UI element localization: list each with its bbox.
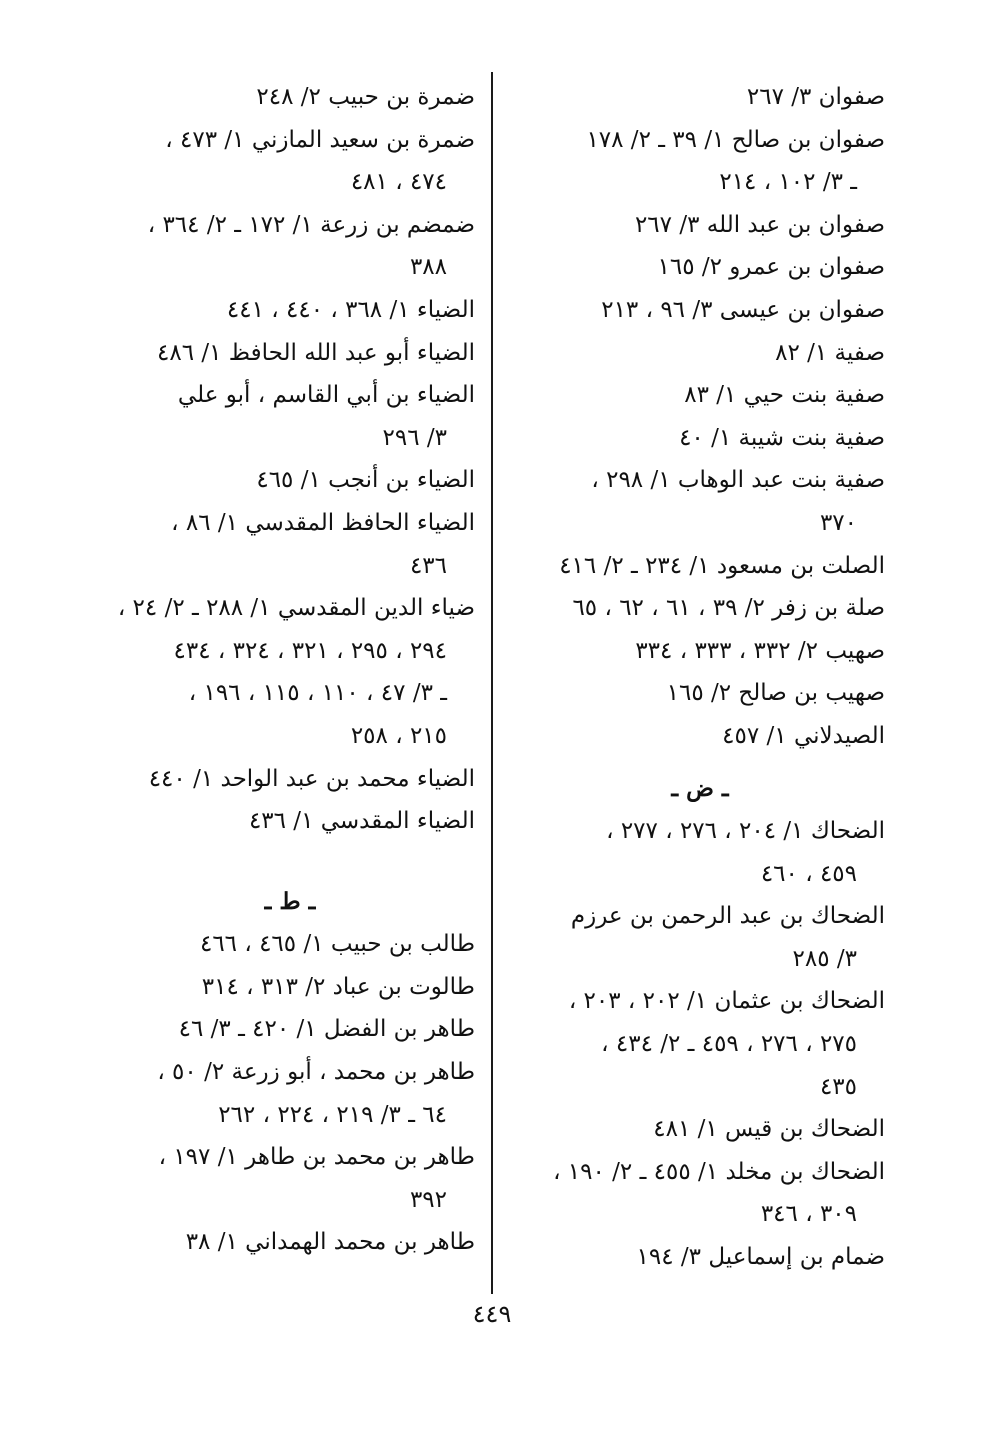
index-entry: صلة بن زفر ٢/ ٣٩ ، ٦١ ، ٦٢ ، ٦٥ [572, 595, 885, 622]
index-entry: الضحاك بن قيس ١/ ٤٨١ [653, 1116, 885, 1143]
index-entry-continuation: ٣٠٩ ، ٣٤٦ [760, 1201, 857, 1228]
index-entry: الضياء أبو عبد الله الحافظ ١/ ٤٨٦ [157, 339, 475, 366]
index-entry: صفوان ٣/ ٢٦٧ [746, 84, 885, 110]
index-entry: الصلت بن مسعود ١/ ٢٣٤ ـ ٢/ ٤١٦ [559, 552, 885, 579]
index-entry: ضمرة بن حبيب ٢/ ٢٤٨ [256, 84, 475, 110]
index-entry: صفوان بن صالح ١/ ٣٩ ـ ٢/ ١٧٨ [586, 126, 885, 153]
page-number: ٤٤٩ [472, 1300, 512, 1328]
index-entry-continuation: ٢٧٥ ، ٢٧٦ ، ٤٥٩ ـ ٢/ ٤٣٤ ، [601, 1031, 857, 1058]
index-entry-continuation: ٣/ ٢٩٦ [382, 424, 447, 451]
index-entry: صهيب ٢/ ٣٣٢ ، ٣٣٣ ، ٣٣٤ [635, 637, 885, 664]
index-entry-continuation: ٤٣٥ [819, 1073, 857, 1100]
index-entry: الضياء بن أنجب ١/ ٤٦٥ [256, 467, 475, 494]
right-column [515, 76, 885, 1279]
index-entry: الضياء ١/ ٣٦٨ ، ٤٤٠ ، ٤٤١ [226, 296, 475, 323]
section-heading-dad: ـ ض ـ [671, 774, 729, 802]
index-entry: طاهر بن محمد ، أبو زرعة ٢/ ٥٠ ، [157, 1059, 475, 1086]
index-entry-continuation: ٢٩٤ ، ٢٩٥ ، ٣٢١ ، ٣٢٤ ، ٤٣٤ [173, 637, 447, 664]
index-entry: الصيدلاني ١/ ٤٥٧ [722, 722, 885, 749]
index-entry: الضحاك بن مخلد ١/ ٤٥٥ ـ ٢/ ١٩٠ ، [553, 1158, 885, 1185]
index-entry-continuation: ـ ٣/ ١٠٢ ، ٢١٤ [719, 169, 857, 196]
index-entry: صفية بنت حيي ١/ ٨٣ [684, 382, 885, 409]
index-entry: الضحاك ١/ ٢٠٤ ، ٢٧٦ ، ٢٧٧ ، [606, 818, 885, 845]
index-entry-continuation: ٣٩٢ [409, 1186, 447, 1213]
index-entry-continuation: ٤٧٤ ، ٤٨١ [350, 169, 447, 196]
index-entry: صفية بنت شيبة ١/ ٤٠ [679, 424, 885, 451]
index-entry-continuation: ٣٨٨ [409, 254, 447, 281]
index-entry: طالب بن حبيب ١/ ٤٦٥ ، ٤٦٦ [199, 931, 475, 958]
index-entry: صفوان بن عيسى ٣/ ٩٦ ، ٢١٣ [601, 296, 885, 323]
left-column [105, 76, 475, 1264]
index-entry: الضياء محمد بن عبد الواحد ١/ ٤٤٠ [148, 765, 475, 792]
index-entry: صفوان بن عمرو ٢/ ١٦٥ [657, 254, 885, 281]
index-entry: ضمضم بن زرعة ١/ ١٧٢ ـ ٢/ ٣٦٤ ، [147, 211, 475, 238]
index-entry-continuation: ـ ٣/ ٤٧ ، ١١٠ ، ١١٥ ، ١٩٦ ، [188, 680, 447, 707]
index-entry-continuation: ٤٥٩ ، ٤٦٠ [760, 860, 857, 887]
index-entry: الضياء المقدسي ١/ ٤٣٦ [248, 808, 475, 835]
index-entry: طاهر بن محمد الهمداني ١/ ٣٨ [185, 1229, 475, 1256]
index-entry-continuation: ٢١٥ ، ٢٥٨ [350, 722, 447, 749]
index-entry-continuation: ٣٧٠ [819, 509, 857, 536]
index-entry-continuation: ٤٣٦ [409, 552, 447, 579]
index-entry-continuation: ٦٤ ـ ٣/ ٢١٩ ، ٢٢٤ ، ٢٦٢ [218, 1101, 447, 1128]
index-entry: صفوان بن عبد الله ٣/ ٢٦٧ [634, 211, 885, 238]
index-entry: الضياء بن أبي القاسم ، أبو علي [177, 382, 475, 409]
index-entry: طالوت بن عباد ٢/ ٣١٣ ، ٣١٤ [201, 973, 475, 1000]
section-heading-ta: ـ ط ـ [264, 887, 316, 915]
column-divider [491, 72, 493, 1294]
index-entry: ضياء الدين المقدسي ١/ ٢٨٨ ـ ٢/ ٢٤ ، [117, 595, 475, 622]
index-entry: طاهر بن الفضل ١/ ٤٢٠ ـ ٣/ ٤٦ [178, 1016, 475, 1043]
index-entry: صفية بنت عبد الوهاب ١/ ٢٩٨ ، [591, 467, 885, 494]
index-entry: صفية ١/ ٨٢ [775, 339, 885, 366]
index-entry: الضحاك بن عبد الرحمن بن عرزم [570, 903, 885, 930]
index-entry: الضياء الحافظ المقدسي ١/ ٨٦ ، [171, 509, 475, 536]
index-entry-continuation: ٣/ ٢٨٥ [792, 945, 857, 972]
index-entry: ضمام بن إسماعيل ٣/ ١٩٤ [636, 1244, 885, 1271]
index-entry: طاهر بن محمد بن طاهر ١/ ١٩٧ ، [158, 1144, 475, 1171]
index-entry: الضحاك بن عثمان ١/ ٢٠٢ ، ٢٠٣ ، [568, 988, 885, 1015]
index-entry: صهيب بن صالح ٢/ ١٦٥ [666, 680, 885, 707]
index-entry: ضمرة بن سعيد المازني ١/ ٤٧٣ ، [165, 126, 475, 153]
